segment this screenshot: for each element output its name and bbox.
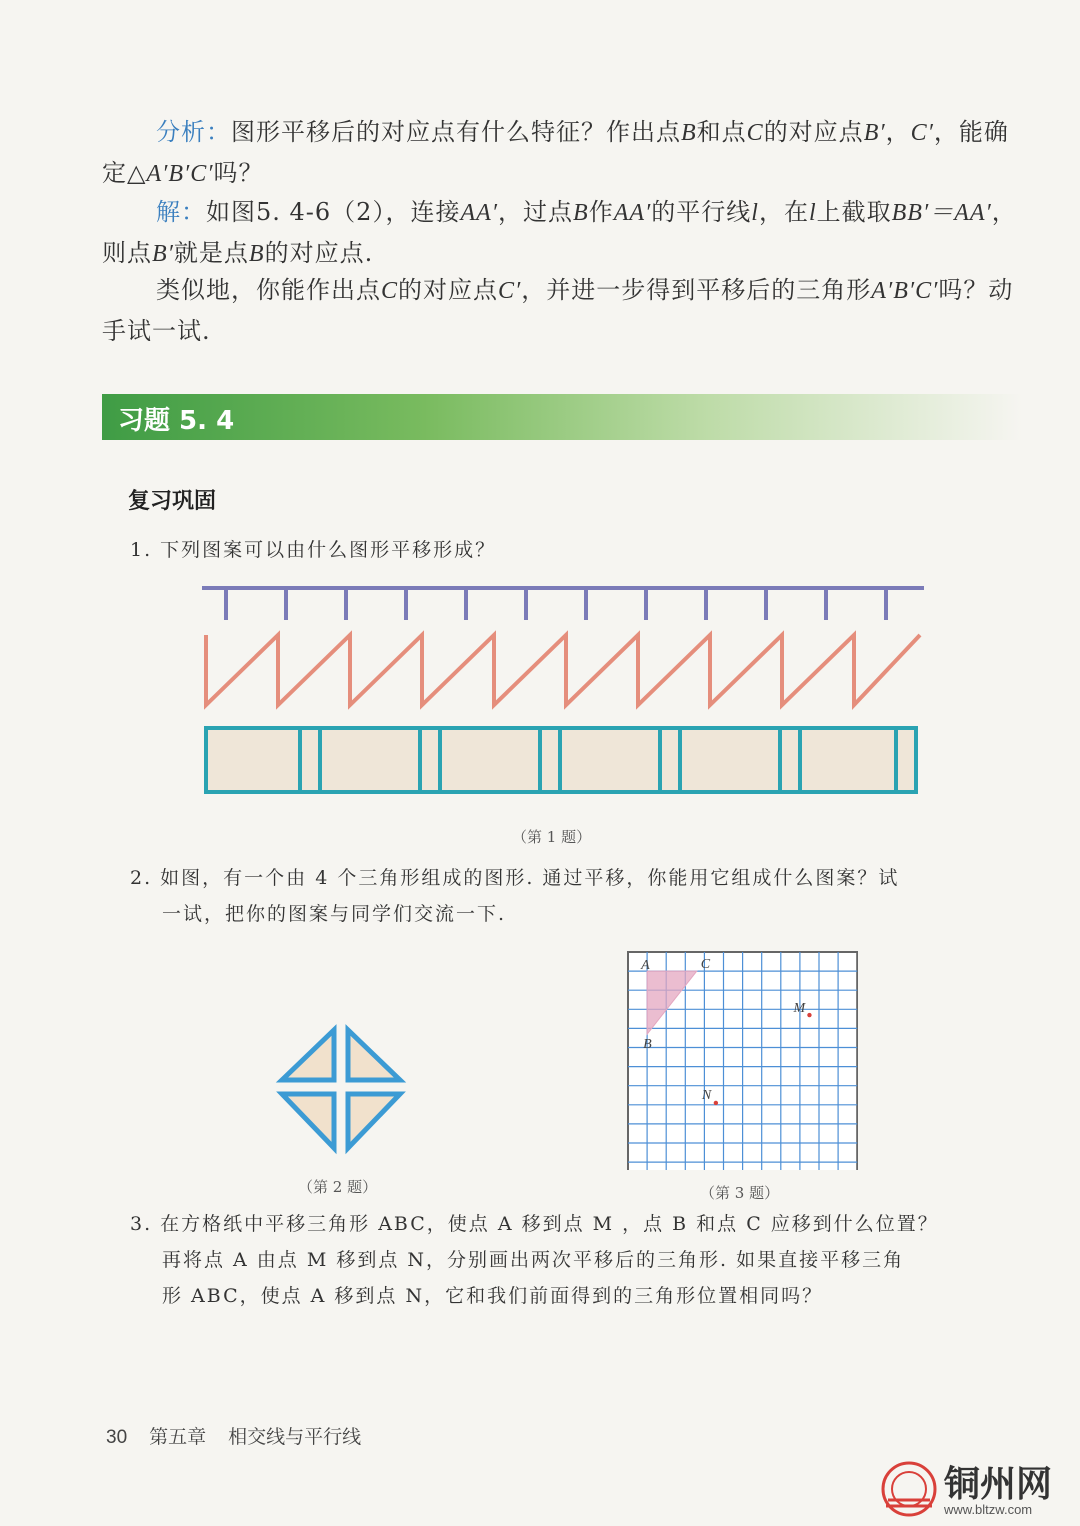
math-b: B xyxy=(681,120,697,146)
watermark-logo xyxy=(880,1456,1070,1522)
q2-figure xyxy=(268,1022,414,1158)
question-1: 1. 下列图案可以由什么图形平移形成？ xyxy=(130,539,497,561)
chapter-number: 第五章 xyxy=(149,1426,207,1448)
analysis-text: ，能确定 xyxy=(102,118,1009,187)
point-n xyxy=(714,1101,718,1105)
similar-text: ，并进一步得到平移后的三角形 xyxy=(521,276,872,304)
exercise-title: 习题 5. 4 xyxy=(118,406,235,436)
chapter-title: 相交线与平行线 xyxy=(228,1426,362,1448)
math-triangle: A′B′C′ xyxy=(871,278,939,304)
math-c: C xyxy=(381,278,399,304)
math-b: B xyxy=(248,241,265,267)
question-3-line-1: 3. 在方格纸中平移三角形 ABC，使点 A 移到点 M ，点 B 和点 C 应移到什么位置？ xyxy=(130,1213,939,1235)
math-b: B xyxy=(573,200,589,226)
solution-text: ，在 xyxy=(758,198,809,226)
page-number: 30 xyxy=(106,1427,128,1448)
question-2-line-2: 一试，把你的图案与同学们交流一下. xyxy=(162,903,507,925)
label-b: B xyxy=(643,1037,652,1053)
watermark-name: 铜州网 xyxy=(944,1463,1053,1505)
analysis-text: 和点 xyxy=(696,118,747,146)
solution-text: ，则点 xyxy=(102,198,1017,267)
solution-text: 作 xyxy=(588,198,614,226)
question-3 xyxy=(130,1206,1010,1314)
solution-text: 的平行线 xyxy=(651,198,752,226)
solution-colon: ： xyxy=(181,198,206,226)
solution-text: ，过点 xyxy=(498,198,574,226)
similar-paragraph xyxy=(102,270,1032,351)
solution-text: 上截取 xyxy=(816,198,892,226)
math-c-prime: C′ xyxy=(498,278,522,304)
q1-caption: （第 1 题） xyxy=(512,828,592,846)
solution-text: 如图5. 4-6（2），连接 xyxy=(206,198,461,226)
comb-pattern xyxy=(202,588,924,620)
rectangle-pattern xyxy=(206,728,916,792)
similar-text: 的对应点 xyxy=(398,276,499,304)
math-equation: BB′＝AA′ xyxy=(891,200,992,226)
math-triangle: △A′B′C′ xyxy=(127,161,214,187)
question-2-line-1: 2. 如图，有一个由 4 个三角形组成的图形. 通过平移，你能用它组成什么图案？试 xyxy=(130,867,900,889)
solution-text: 就是点 xyxy=(173,239,249,267)
math-c: C xyxy=(746,120,764,146)
watermark-seal-icon xyxy=(880,1460,938,1518)
analysis-colon: ： xyxy=(206,118,231,146)
math-aa-prime: AA′ xyxy=(613,200,652,226)
similar-text: 吗？动手试一试. xyxy=(102,276,1014,345)
zigzag-pattern xyxy=(206,635,920,705)
label-c: C xyxy=(700,957,711,973)
math-l: l xyxy=(808,200,817,226)
q2-caption: （第 2 题） xyxy=(298,1178,378,1196)
math-b-prime: B′ xyxy=(863,120,886,146)
question-3-line-2: 再将点 A 由点 M 移到点 N，分别画出两次平移后的三角形. 如果直接平移三角 xyxy=(162,1249,905,1271)
analysis-text: 吗？ xyxy=(213,159,264,187)
solution-label: 解 xyxy=(156,198,181,226)
analysis-text: ， xyxy=(885,118,911,146)
math-c-prime: C′ xyxy=(910,120,934,146)
math-l: l xyxy=(751,200,759,226)
q3-grid-figure xyxy=(626,950,858,1170)
review-heading: 复习巩固 xyxy=(128,489,217,514)
solution-text: 的对应点. xyxy=(264,239,374,267)
watermark-url: www.bltzw.com xyxy=(944,1502,1033,1517)
label-a: A xyxy=(641,958,650,974)
label-n: N xyxy=(701,1087,712,1103)
solution-paragraph xyxy=(102,192,1032,274)
analysis-label: 分析 xyxy=(156,118,206,146)
label-m: M xyxy=(793,1001,806,1017)
analysis-paragraph xyxy=(102,112,1032,194)
analysis-text: 的对应点 xyxy=(763,118,864,146)
point-m xyxy=(807,1013,811,1017)
q1-figure xyxy=(196,578,930,802)
math-aa-prime: AA′ xyxy=(460,200,499,226)
q3-caption: （第 3 题） xyxy=(700,1184,780,1202)
question-2 xyxy=(130,860,1010,932)
page-footer xyxy=(106,1422,361,1449)
question-3-line-3: 形 ABC，使点 A 移到点 N，它和我们前面得到的三角形位置相同吗？ xyxy=(162,1285,824,1307)
math-b-prime: B′ xyxy=(152,241,174,267)
similar-text: 类似地，你能作出点 xyxy=(156,276,381,304)
exercise-banner xyxy=(102,394,1022,440)
analysis-text: 图形平移后的对应点有什么特征？作出点 xyxy=(231,118,681,146)
